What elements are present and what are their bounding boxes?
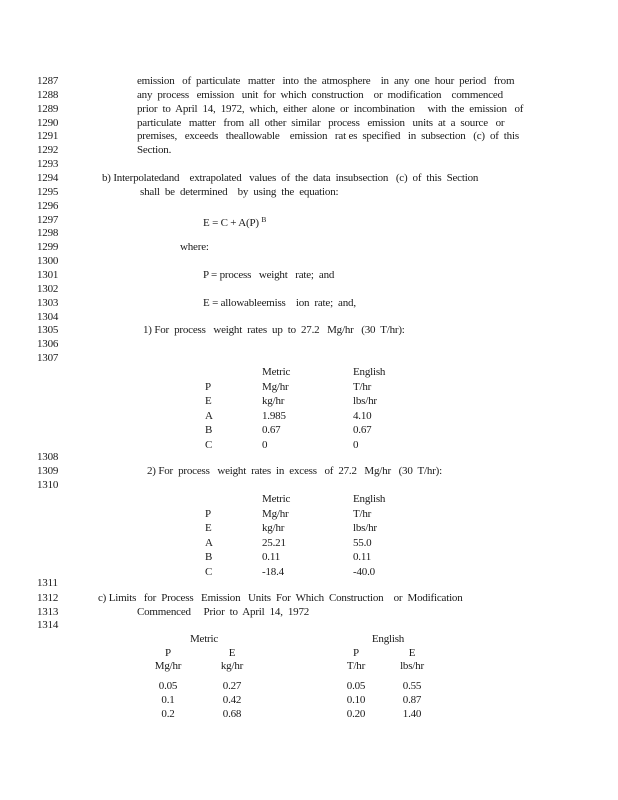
limits-table-cell: 0.05 bbox=[346, 680, 366, 692]
line-number: 1301 bbox=[37, 269, 59, 281]
line-number: 1300 bbox=[37, 255, 59, 267]
line-text: premises, exceeds theallowable emission rat es specified in subsection (c) of this bbox=[137, 130, 519, 142]
limits-table-cell: 0.27 bbox=[222, 680, 242, 692]
limits-table-symbol-header: E bbox=[228, 647, 236, 659]
line-number: 1302 bbox=[37, 283, 59, 295]
param-table-cell-metric: 0.67 bbox=[262, 424, 281, 436]
line-text: 1) For process weight rates up to 27.2 Mg/hr (30 T/hr): bbox=[143, 324, 405, 336]
param-table-cell-english: T/hr bbox=[353, 507, 372, 520]
param-table-row-label: E bbox=[205, 395, 212, 407]
limits-table-symbol-header: E bbox=[408, 647, 416, 659]
param-table-row-label: B bbox=[205, 424, 213, 436]
equation-exponent: B bbox=[261, 215, 267, 224]
line-number: 1289 bbox=[37, 103, 59, 115]
param-table-cell-metric: 0 bbox=[262, 438, 268, 451]
line-number: 1288 bbox=[37, 89, 59, 101]
line-number: 1298 bbox=[37, 227, 59, 239]
limits-table-cell: 0.68 bbox=[222, 708, 242, 720]
line-number: 1310 bbox=[37, 479, 59, 491]
line-number: 1287 bbox=[37, 75, 59, 87]
line-text: emission of particulate matter into the atmosphere in any one hour period from bbox=[137, 75, 515, 87]
line-number: 1293 bbox=[37, 158, 59, 170]
limits-table-units-header: kg/hr bbox=[220, 660, 244, 672]
line-text: prior to April 14, 1972, which, either alone or incombination with the emission of bbox=[137, 103, 524, 115]
limits-table-cell: 0.42 bbox=[222, 694, 242, 706]
line-text: c) Limits for Process Emission Units For Which Construction or Modification bbox=[98, 592, 463, 604]
line-number: 1299 bbox=[37, 241, 59, 253]
line-number: 1303 bbox=[37, 297, 59, 309]
limits-table-cell: 0.20 bbox=[346, 708, 366, 720]
line-text: Commenced Prior to April 14, 1972 bbox=[137, 606, 310, 618]
param-table-row-label: P bbox=[205, 380, 211, 393]
param-table-cell-metric: 0.11 bbox=[262, 551, 281, 563]
line-number: 1311 bbox=[37, 577, 58, 589]
limits-table-symbol-header: P bbox=[353, 647, 359, 659]
limits-table-cell: 0.55 bbox=[402, 680, 422, 692]
line-number: 1305 bbox=[37, 324, 59, 336]
limits-table-units-header: lbs/hr bbox=[400, 660, 424, 672]
param-table-cell-metric: kg/hr bbox=[262, 522, 285, 534]
param-table-row-label: B bbox=[205, 551, 213, 563]
line-number: 1304 bbox=[37, 311, 59, 323]
param-table-cell-metric: Mg/hr bbox=[262, 380, 289, 393]
param-table-cell-english: T/hr bbox=[353, 380, 372, 393]
limits-table-units-header: T/hr bbox=[346, 660, 366, 672]
param-table-header-metric: Metric bbox=[262, 493, 291, 505]
line-number: 1291 bbox=[37, 130, 59, 142]
line-number: 1290 bbox=[37, 117, 59, 129]
line-number: 1297 bbox=[37, 214, 59, 226]
line-number: 1313 bbox=[37, 606, 59, 618]
limits-table-cell: 0.2 bbox=[161, 708, 175, 720]
limits-table-cell: 0.87 bbox=[402, 694, 422, 706]
param-table-cell-metric: Mg/hr bbox=[262, 507, 289, 520]
line-text: shall be determined by using the equation: bbox=[140, 186, 339, 198]
param-table-cell-english: 0.11 bbox=[353, 551, 372, 563]
param-table-cell-metric: kg/hr bbox=[262, 395, 285, 407]
limits-table-cell: 0.1 bbox=[161, 694, 175, 706]
limits-table-cell: 0.10 bbox=[346, 694, 366, 706]
limits-table-units-header: Mg/hr bbox=[154, 660, 182, 672]
line-number: 1292 bbox=[37, 144, 59, 156]
limits-table-cell: 0.05 bbox=[158, 680, 178, 692]
line-text: particulate matter from all other similar process emission units at a source or bbox=[137, 117, 505, 129]
line-text: P = process weight rate; and bbox=[203, 269, 335, 281]
line-number: 1307 bbox=[37, 352, 59, 364]
param-table-cell-english: lbs/hr bbox=[353, 522, 377, 534]
equation-text: E = C + A(P) bbox=[203, 217, 262, 229]
line-number: 1296 bbox=[37, 200, 59, 212]
param-table-cell-english: lbs/hr bbox=[353, 395, 377, 407]
line-text: E = allowableemiss ion rate; and, bbox=[203, 297, 356, 309]
param-table-row-label: A bbox=[205, 536, 213, 549]
param-table-cell-metric: 25.21 bbox=[262, 536, 286, 549]
param-table-header-english: English bbox=[353, 493, 386, 505]
param-table-cell-metric: 1.985 bbox=[262, 409, 286, 422]
line-number: 1308 bbox=[37, 451, 59, 463]
limits-table-cell: 1.40 bbox=[402, 708, 422, 720]
param-table-row-label: C bbox=[205, 565, 213, 578]
param-table-header-metric: Metric bbox=[262, 366, 291, 378]
param-table-cell-english: 0.67 bbox=[353, 424, 372, 436]
param-table-row-label: P bbox=[205, 507, 211, 520]
param-table-cell-english: 0 bbox=[353, 438, 359, 451]
limits-table-group-header: English bbox=[371, 633, 405, 645]
line-number: 1309 bbox=[37, 465, 59, 477]
line-number: 1306 bbox=[37, 338, 59, 350]
param-table-row-label: E bbox=[205, 522, 212, 534]
param-table-cell-english: 4.10 bbox=[353, 409, 372, 422]
line-text: b) Interpolatedand extrapolated values of the data insubsection (c) of this Section bbox=[102, 172, 479, 184]
line-number: 1314 bbox=[37, 619, 59, 631]
param-table-row-label: C bbox=[205, 438, 213, 451]
equation bbox=[203, 214, 266, 229]
limits-table-group-header: Metric bbox=[189, 633, 219, 645]
param-table-cell-english: -40.0 bbox=[353, 565, 375, 578]
line-number: 1294 bbox=[37, 172, 59, 184]
line-text: Section. bbox=[137, 144, 172, 156]
line-text: 2) For process weight rates in excess of 27.2 Mg/hr (30 T/hr): bbox=[147, 465, 442, 477]
param-table-row-label: A bbox=[205, 409, 213, 422]
param-table-cell-metric: -18.4 bbox=[262, 565, 284, 578]
param-table-header-english: English bbox=[353, 366, 386, 378]
line-text: any process emission unit for which construction or modification commenced bbox=[137, 89, 503, 101]
line-number: 1312 bbox=[37, 592, 59, 604]
line-text: where: bbox=[180, 241, 209, 253]
line-number: 1295 bbox=[37, 186, 59, 198]
limits-table-symbol-header: P bbox=[165, 647, 171, 659]
param-table-cell-english: 55.0 bbox=[353, 536, 372, 549]
